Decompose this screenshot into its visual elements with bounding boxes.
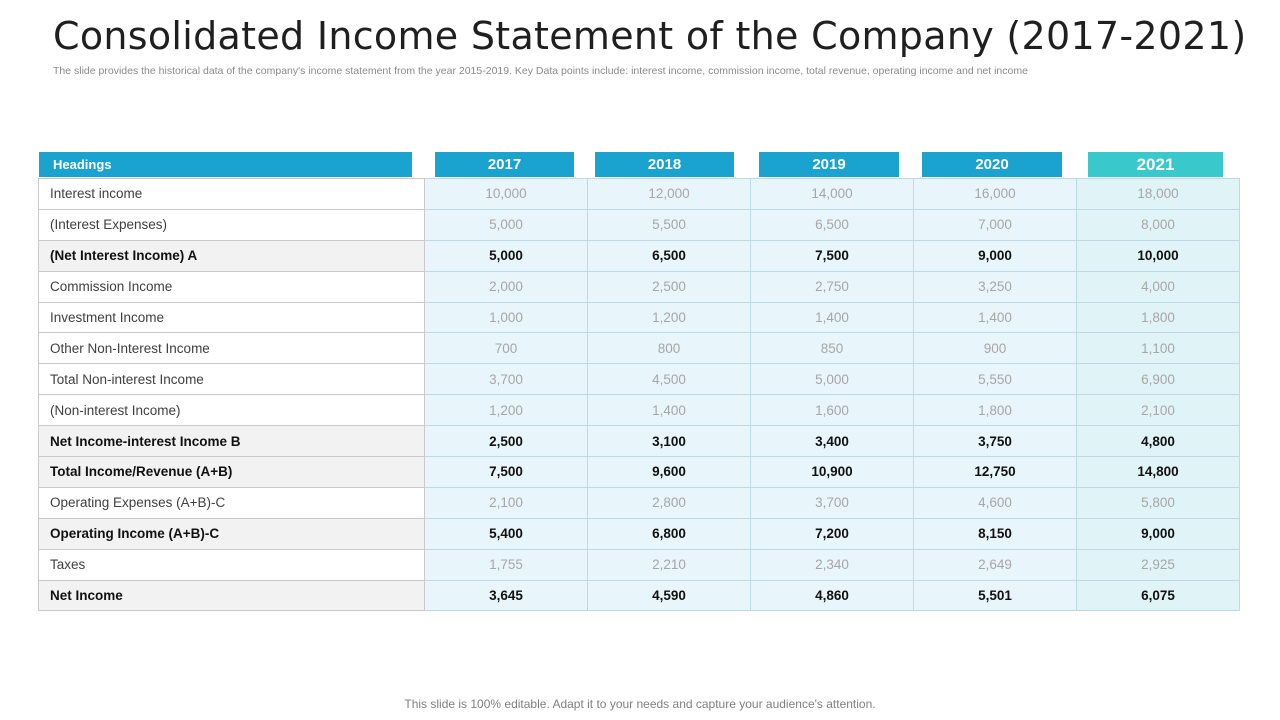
row-label: Other Non-Interest Income [39, 333, 425, 364]
cell-2020: 3,750 [914, 426, 1077, 457]
cell-2017: 7,500 [425, 457, 588, 488]
cell-2017: 1,000 [425, 302, 588, 333]
cell-2018: 1,400 [588, 395, 751, 426]
table-row [39, 364, 1240, 395]
table-row [39, 457, 1240, 488]
cell-2019: 850 [751, 333, 914, 364]
cell-2019: 1,600 [751, 395, 914, 426]
cell-2021: 1,800 [1077, 302, 1240, 333]
cell-2021: 1,100 [1077, 333, 1240, 364]
cell-2020: 16,000 [914, 179, 1077, 210]
cell-2018: 6,500 [588, 240, 751, 271]
cell-2019: 7,500 [751, 240, 914, 271]
cell-2020: 5,550 [914, 364, 1077, 395]
cell-2020: 2,649 [914, 549, 1077, 580]
cell-2021: 8,000 [1077, 209, 1240, 240]
cell-2017: 5,000 [425, 209, 588, 240]
cell-2020: 1,400 [914, 302, 1077, 333]
cell-2021: 14,800 [1077, 457, 1240, 488]
cell-2018: 2,800 [588, 487, 751, 518]
cell-2019: 5,000 [751, 364, 914, 395]
cell-2020: 900 [914, 333, 1077, 364]
cell-2021: 2,925 [1077, 549, 1240, 580]
row-label: (Net Interest Income) A [39, 240, 425, 271]
table-body [39, 179, 1240, 611]
header-year-2020: 2020 [922, 152, 1062, 177]
row-label: Investment Income [39, 302, 425, 333]
table-row [39, 580, 1240, 611]
table-row [39, 426, 1240, 457]
header-year-2019: 2019 [759, 152, 899, 177]
income-statement-table [38, 178, 1240, 611]
cell-2019: 2,340 [751, 549, 914, 580]
cell-2021: 4,000 [1077, 271, 1240, 302]
cell-2021: 10,000 [1077, 240, 1240, 271]
cell-2020: 4,600 [914, 487, 1077, 518]
header-year-2021: 2021 [1088, 152, 1223, 177]
cell-2019: 6,500 [751, 209, 914, 240]
cell-2017: 2,100 [425, 487, 588, 518]
table-row [39, 209, 1240, 240]
row-label: Commission Income [39, 271, 425, 302]
cell-2020: 3,250 [914, 271, 1077, 302]
cell-2017: 10,000 [425, 179, 588, 210]
header-year-2017: 2017 [435, 152, 574, 177]
cell-2017: 2,500 [425, 426, 588, 457]
cell-2017: 5,000 [425, 240, 588, 271]
cell-2020: 5,501 [914, 580, 1077, 611]
cell-2018: 3,100 [588, 426, 751, 457]
cell-2018: 12,000 [588, 179, 751, 210]
cell-2018: 9,600 [588, 457, 751, 488]
cell-2017: 5,400 [425, 518, 588, 549]
table-row [39, 240, 1240, 271]
table-row [39, 333, 1240, 364]
table-row [39, 395, 1240, 426]
cell-2020: 7,000 [914, 209, 1077, 240]
row-label: Net Income-interest Income B [39, 426, 425, 457]
cell-2018: 5,500 [588, 209, 751, 240]
header-headings: Headings [39, 152, 412, 177]
cell-2020: 8,150 [914, 518, 1077, 549]
cell-2020: 1,800 [914, 395, 1077, 426]
row-label: Taxes [39, 549, 425, 580]
row-label: (Interest Expenses) [39, 209, 425, 240]
cell-2017: 3,645 [425, 580, 588, 611]
footer-note: This slide is 100% editable. Adapt it to your needs and capture your audience's attention. [404, 697, 876, 711]
cell-2017: 1,200 [425, 395, 588, 426]
cell-2021: 4,800 [1077, 426, 1240, 457]
cell-2018: 4,500 [588, 364, 751, 395]
cell-2018: 6,800 [588, 518, 751, 549]
table-row [39, 518, 1240, 549]
cell-2018: 2,210 [588, 549, 751, 580]
cell-2019: 10,900 [751, 457, 914, 488]
cell-2020: 9,000 [914, 240, 1077, 271]
row-label: (Non-interest Income) [39, 395, 425, 426]
header-year-2018: 2018 [595, 152, 734, 177]
cell-2018: 800 [588, 333, 751, 364]
row-label: Total Non-interest Income [39, 364, 425, 395]
cell-2018: 1,200 [588, 302, 751, 333]
cell-2019: 7,200 [751, 518, 914, 549]
cell-2020: 12,750 [914, 457, 1077, 488]
cell-2021: 6,900 [1077, 364, 1240, 395]
table-row [39, 271, 1240, 302]
cell-2018: 2,500 [588, 271, 751, 302]
table-row [39, 487, 1240, 518]
table-row [39, 549, 1240, 580]
row-label: Operating Expenses (A+B)-C [39, 487, 425, 518]
cell-2021: 2,100 [1077, 395, 1240, 426]
cell-2021: 9,000 [1077, 518, 1240, 549]
cell-2019: 3,700 [751, 487, 914, 518]
row-label: Interest income [39, 179, 425, 210]
row-label: Operating Income (A+B)-C [39, 518, 425, 549]
cell-2019: 14,000 [751, 179, 914, 210]
slide-title: Consolidated Income Statement of the Company (2017-2021) [53, 14, 1247, 58]
cell-2017: 700 [425, 333, 588, 364]
cell-2017: 2,000 [425, 271, 588, 302]
cell-2021: 6,075 [1077, 580, 1240, 611]
cell-2019: 4,860 [751, 580, 914, 611]
row-label: Total Income/Revenue (A+B) [39, 457, 425, 488]
table-row [39, 179, 1240, 210]
cell-2017: 1,755 [425, 549, 588, 580]
cell-2021: 18,000 [1077, 179, 1240, 210]
cell-2019: 3,400 [751, 426, 914, 457]
cell-2018: 4,590 [588, 580, 751, 611]
cell-2019: 2,750 [751, 271, 914, 302]
cell-2019: 1,400 [751, 302, 914, 333]
table-row [39, 302, 1240, 333]
cell-2017: 3,700 [425, 364, 588, 395]
slide-subtitle: The slide provides the historical data of the company's income statement from the year 2015-2019. Key Data points include: interest income, commission income, total revenue, operating income and net income [53, 65, 1028, 77]
cell-2021: 5,800 [1077, 487, 1240, 518]
row-label: Net Income [39, 580, 425, 611]
